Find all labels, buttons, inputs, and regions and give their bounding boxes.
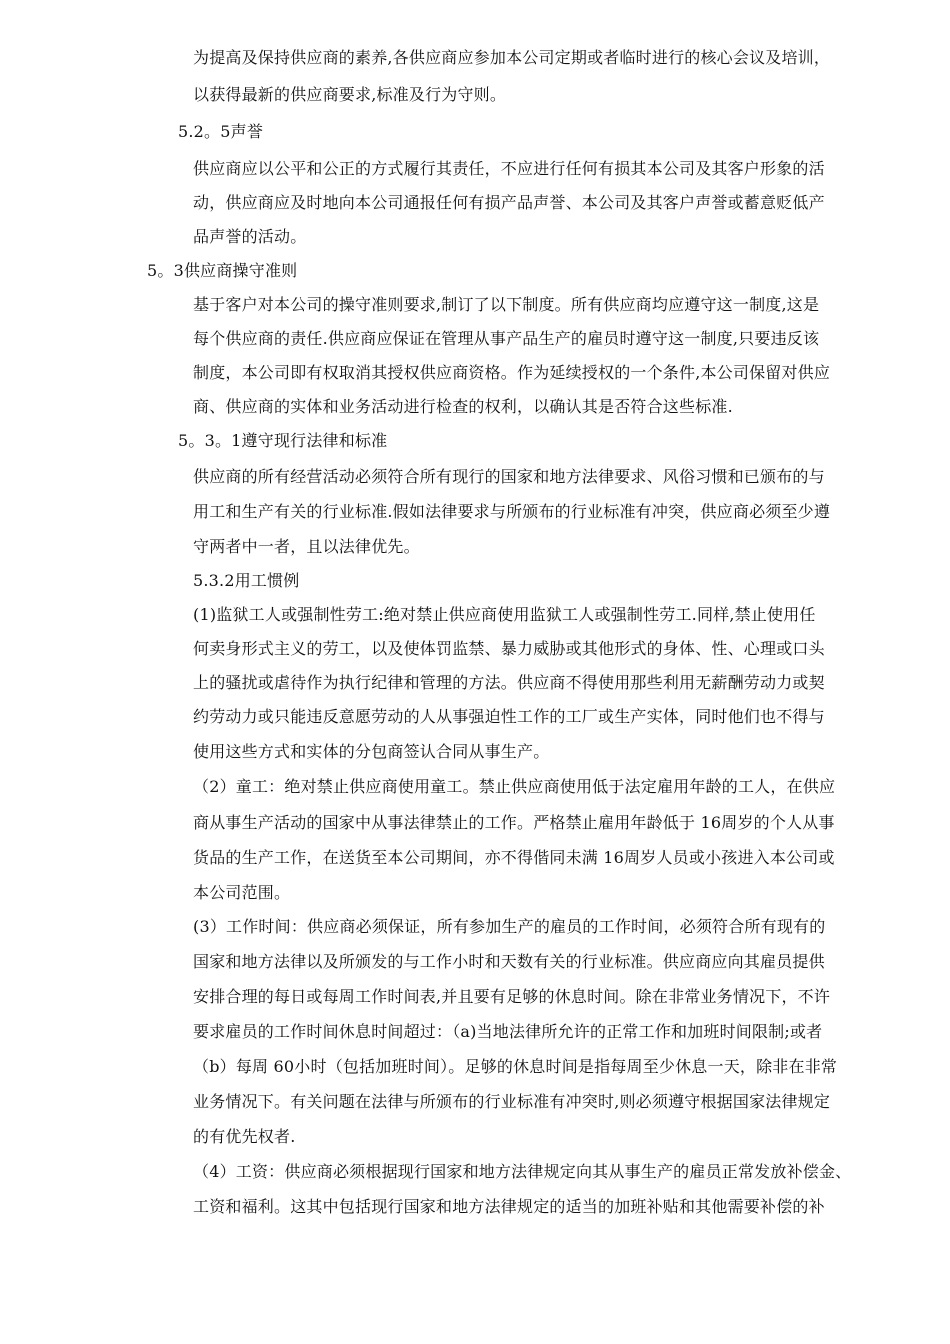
paragraph-line-18: 何卖身形式主义的劳工，以及使体罚监禁、暴力威胁或其他形式的身体、性、心理或口头	[193, 639, 825, 658]
paragraph-line-5: 动，供应商应及时地向本公司通报任何有损产品声誉、本公司及其客户声誉或蓄意贬低产	[193, 193, 825, 212]
paragraph-line-19: 上的骚扰或虐待作为执行纪律和管理的方法。供应商不得使用那些利用无薪酬劳动力或契	[193, 673, 825, 692]
paragraph-line-13: 供应商的所有经营活动必须符合所有现行的国家和地方法律要求、风俗习惯和已颁布的与	[193, 467, 825, 486]
paragraph-line-30: （b）每周 60小时（包括加班时间）。足够的休息时间是指每周至少休息一天，除非在非常	[193, 1057, 838, 1076]
paragraph-line-28: 安排合理的每日或每周工作时间表,并且要有足够的休息时间。除在非常业务情况下，不许	[193, 987, 831, 1006]
section-heading-5-2-5: 5.2。5声誉	[178, 122, 264, 141]
paragraph-line-6: 品声誉的活动。	[193, 227, 307, 246]
paragraph-line-2: 以获得最新的供应商要求,标准及行为守则。	[193, 85, 507, 104]
paragraph-line-1: 为提高及保持供应商的素养,各供应商应参加本公司定期或者临时进行的核心会议及培训，	[193, 48, 831, 67]
paragraph-line-32: 的有优先权者.	[193, 1127, 296, 1146]
paragraph-line-14: 用工和生产有关的行业标准.假如法律要求与所颁布的行业标准有冲突，供应商必须至少遵	[193, 502, 831, 521]
paragraph-line-17: (1)监狱工人或强制性劳工:绝对禁止供应商使用监狱工人或强制性劳工.同样,禁止使用任	[193, 605, 816, 624]
paragraph-line-10: 制度，本公司即有权取消其授权供应商资格。作为延续授权的一个条件,本公司保留对供应	[193, 363, 831, 382]
paragraph-line-29: 要求雇员的工作时间休息时间超过：（a)当地法律所允许的正常工作和加班时间限制;或者	[193, 1022, 823, 1041]
paragraph-line-11: 商、供应商的实体和业务活动进行检查的权利，以确认其是否符合这些标准.	[193, 397, 733, 416]
paragraph-line-23: 商从事生产活动的国家中从事法律禁止的工作。严格禁止雇用年龄低于 16周岁的个人从事	[193, 813, 835, 832]
paragraph-line-20: 约劳动力或只能违反意愿劳动的人从事强迫性工作的工厂或生产实体，同时他们也不得与	[193, 707, 825, 726]
paragraph-line-9: 每个供应商的责任.供应商应保证在管理从事产品生产的雇员时遵守这一制度,只要违反该	[193, 329, 820, 348]
paragraph-line-27: 国家和地方法律以及所颁发的与工作小时和天数有关的行业标准。供应商应向其雇员提供	[193, 952, 825, 971]
paragraph-line-24: 货品的生产工作，在送货至本公司期间，亦不得偕同未满 16周岁人员或小孩进入本公司或	[193, 848, 835, 867]
paragraph-line-25: 本公司范围。	[193, 883, 291, 902]
section-heading-5-3: 5。3供应商操守准则	[147, 261, 298, 280]
paragraph-line-15: 守两者中一者，且以法律优先。	[193, 537, 420, 556]
paragraph-line-21: 使用这些方式和实体的分包商签认合同从事生产。	[193, 742, 550, 761]
paragraph-line-34: 工资和福利。这其中包括现行国家和地方法律规定的适当的加班补贴和其他需要补偿的补	[193, 1197, 825, 1216]
paragraph-line-22: （2）童工：绝对禁止供应商使用童工。禁止供应商使用低于法定雇用年龄的工人，在供应	[193, 777, 836, 796]
paragraph-line-8: 基于客户对本公司的操守准则要求,制订了以下制度。所有供应商均应遵守这一制度,这是	[193, 295, 820, 314]
paragraph-line-33: （4）工资：供应商必须根据现行国家和地方法律规定向其从事生产的雇员正常发放补偿金、	[193, 1162, 852, 1181]
paragraph-line-4: 供应商应以公平和公正的方式履行其责任，不应进行任何有损其本公司及其客户形象的活	[193, 159, 825, 178]
paragraph-line-26: (3）工作时间：供应商必须保证，所有参加生产的雇员的工作时间，必须符合所有现有的	[193, 917, 826, 936]
paragraph-line-31: 业务情况下。有关问题在法律与所颁布的行业标准有冲突时,则必须遵守根据国家法律规定	[193, 1092, 831, 1111]
section-heading-5-3-2: 5.3.2用工惯例	[193, 571, 300, 590]
section-heading-5-3-1: 5。3。1遵守现行法律和标准	[178, 431, 388, 450]
